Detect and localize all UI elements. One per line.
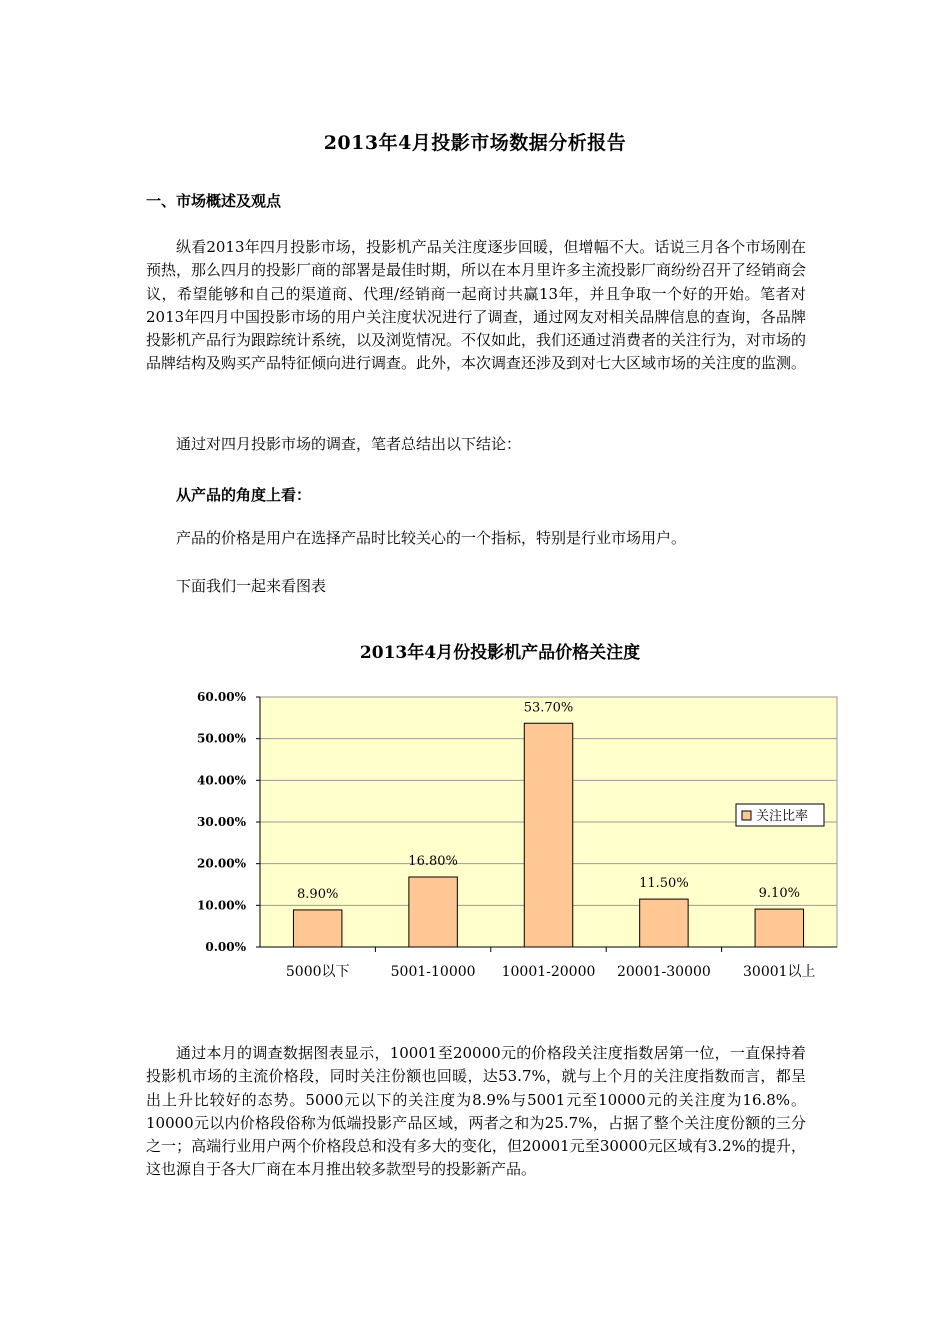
analysis-paragraph: 通过本月的调查数据图表显示，10001至20000元的价格段关注度指数居第一位，一直保持着投影机市场的主流价格段，同时关注份额也回暖，达53.7%，就与上个月的关注度指数而言，都呈出上升比较好的态势。5000元以下的关注度为8.9%与5001元至10000元的关注度为16.8%。10000元以内价格段俗称为低端投影产品区域，两者之和为25.7%，占据了整个关注度份额的三分之一；高端行业用户两个价格段总和没有多大的变化，但20001元至30000元区域有3.2%的提升，这也源自于各大厂商在本月推出较多款型号的投影新产品。 [146, 1044, 806, 1179]
y-tick-label: 20.00% [197, 856, 246, 871]
bar [755, 909, 803, 947]
bar [524, 723, 572, 947]
data-label: 53.70% [523, 700, 574, 716]
data-label: 16.80% [408, 854, 458, 869]
data-label: 11.50% [639, 876, 689, 892]
product-subheading: 从产品的角度上看： [176, 486, 312, 504]
y-tick-label: 30.00% [197, 815, 246, 829]
legend-label: 关注比率 [756, 809, 809, 824]
y-tick-label: 0.00% [205, 940, 246, 954]
price-paragraph: 产品的价格是用户在选择产品时比较关心的一个指标，特别是行业市场用户。 [176, 529, 687, 547]
chart-intro: 下面我们一起来看图表 [176, 577, 327, 595]
price-attention-chart [180, 630, 860, 990]
bar [640, 899, 688, 947]
bar [409, 877, 457, 947]
x-tick-label: 5000以下 [285, 964, 350, 980]
y-tick-label: 40.00% [197, 773, 246, 788]
x-tick-label: 20001-30000 [616, 964, 711, 980]
page-title: 2013年4月投影市场数据分析报告 [323, 132, 627, 154]
summary-paragraph: 通过对四月投影市场的调查，笔者总结出以下结论： [176, 435, 522, 453]
legend-swatch [742, 811, 751, 820]
x-tick-label: 30001以上 [743, 964, 816, 980]
y-tick-label: 50.00% [197, 731, 246, 746]
data-label: 9.10% [758, 886, 800, 902]
legend [736, 804, 824, 826]
bar [293, 910, 341, 947]
x-tick-label: 10001-20000 [501, 964, 596, 980]
y-tick-label: 60.00% [197, 690, 246, 704]
data-label: 8.90% [297, 886, 339, 902]
x-tick-label: 5001-10000 [390, 964, 476, 980]
intro-paragraph: 纵看2013年四月投影市场，投影机产品关注度逐步回暖，但增幅不大。话说三月各个市场刚在预热，那么四月的投影厂商的部署是最佳时期，所以在本月里许多主流投影厂商纷纷召开了经销商会议，希望能够和自己的渠道商、代理/经销商一起商讨共赢13年，并且争取一个好的开始。笔者对2013年四月中国投影市场的用户关注度状况进行了调查，通过网友对相关品牌信息的查询，各品牌投影机产品行为跟踪统计系统，以及浏览情况。不仅如此，我们还通过消费者的关注行为，对市场的品牌结构及购买产品特征倾向进行调查。此外，本次调查还涉及到对七大区域市场的关注度的监测。 [146, 238, 807, 373]
section-heading: 一、市场概述及观点 [146, 192, 282, 210]
x-axis [286, 947, 816, 980]
chart-title: 2013年4月份投影机产品价格关注度 [359, 643, 641, 663]
y-tick-label: 10.00% [197, 898, 246, 913]
